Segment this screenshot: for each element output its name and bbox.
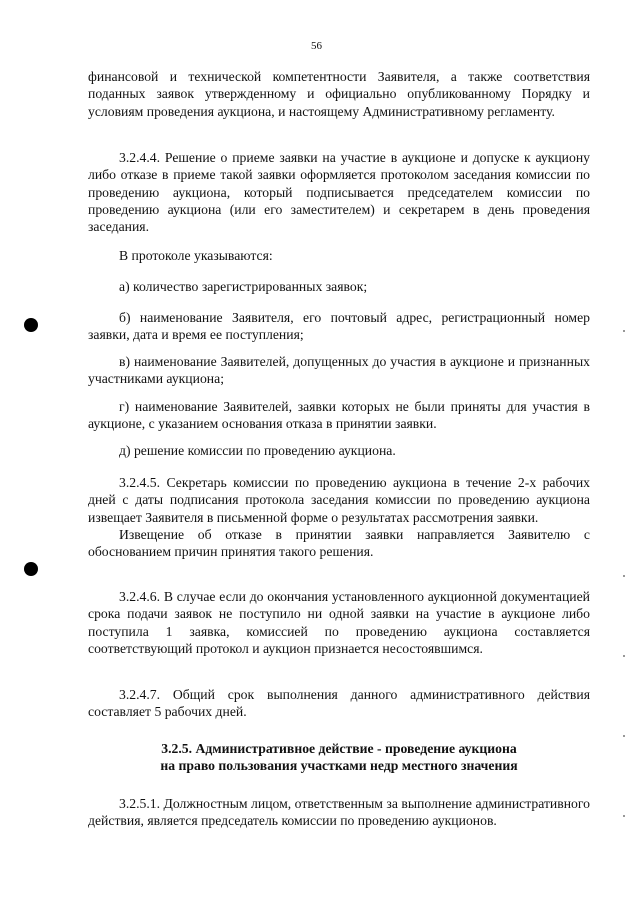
punch-hole-bottom	[24, 562, 38, 576]
page-number: 56	[311, 40, 322, 52]
list-item-v: в) наименование Заявителей, допущенных до участия в аукционе и признанных участниками аукциона;	[88, 354, 590, 387]
list-item-d: д) решение комиссии по проведению аукциона.	[119, 443, 396, 458]
page-text-column	[88, 474, 590, 560]
paragraph-3-2-5-1: 3.2.5.1. Должностным лицом, ответственным за выполнение административного действия, является председатель комиссии по проведению аукционов.	[88, 796, 590, 829]
page-text-column	[88, 149, 590, 235]
paragraph-3-2-4-6: 3.2.4.6. В случае если до окончания установленного аукционной документацией срока подачи заявок не поступило ни одной заявки на участие в аукционе либо поступила 1 заявка, комиссией по проведению аукциона составляется соответствующий протокол и аукцион признается несостоявшимся.	[88, 589, 590, 656]
page-text-column	[88, 398, 590, 433]
paragraph-3-2-4-4: 3.2.4.4. Решение о приеме заявки на участие в аукционе и допуске к аукциону либо отказе в приеме такой заявки оформляется протоколом заседания комиссии по проведению аукциона, который подписывается председателем комиссии по проведению аукциона (или его заместителем) и секретарем в день проведения заседания.	[88, 150, 590, 235]
page-text-column	[88, 278, 590, 295]
scan-speck	[623, 575, 625, 577]
paragraph-refusal-notice: Извещение об отказе в принятии заявки направляется Заявителю с обоснованием причин принятия такого решения.	[88, 526, 590, 560]
scan-speck	[623, 815, 625, 817]
section-heading-line-1: 3.2.5. Административное действие - проведение аукциона	[161, 741, 517, 756]
paragraph-3-2-4-5: 3.2.4.5. Секретарь комиссии по проведению аукциона в течение 2-х рабочих дней с даты подписания протокола заседания комиссии по проведению аукциона извещает Заявителя в письменной форме о результатах рассмотрения заявки.	[88, 475, 590, 525]
list-item-g: г) наименование Заявителей, заявки которых не были приняты для участия в аукционе, с указанием основания отказа в принятии заявки.	[88, 399, 590, 432]
page-text-column	[88, 588, 590, 657]
paragraph-3-2-4-7: 3.2.4.7. Общий срок выполнения данного административного действия составляет 5 рабочих дней.	[88, 687, 590, 720]
scan-speck	[623, 655, 625, 657]
paragraph-continuation: финансовой и технической компетентности Заявителя, а также соответствия поданных заявок утвержденному и официально опубликованному Порядку и условиям проведения аукциона, и настоящему Административному регламенту.	[88, 69, 590, 119]
page-text-column	[88, 247, 590, 264]
page-text-column	[88, 442, 590, 459]
section-heading-line-2: на право пользования участками недр местного значения	[160, 758, 518, 774]
page-text-column	[88, 68, 590, 120]
scan-speck	[623, 735, 625, 737]
section-heading-block	[88, 740, 590, 775]
page-text-column	[88, 353, 590, 388]
punch-hole-top	[24, 318, 38, 332]
page-text-column	[88, 309, 590, 344]
page-text-column	[88, 795, 590, 830]
list-item-b: б) наименование Заявителя, его почтовый адрес, регистрационный номер заявки, дата и время ее поступления;	[88, 310, 590, 343]
scan-speck	[623, 330, 625, 332]
list-item-a: а) количество зарегистрированных заявок;	[119, 279, 368, 294]
page-text-column	[88, 686, 590, 721]
protocol-intro: В протоколе указываются:	[119, 248, 273, 263]
